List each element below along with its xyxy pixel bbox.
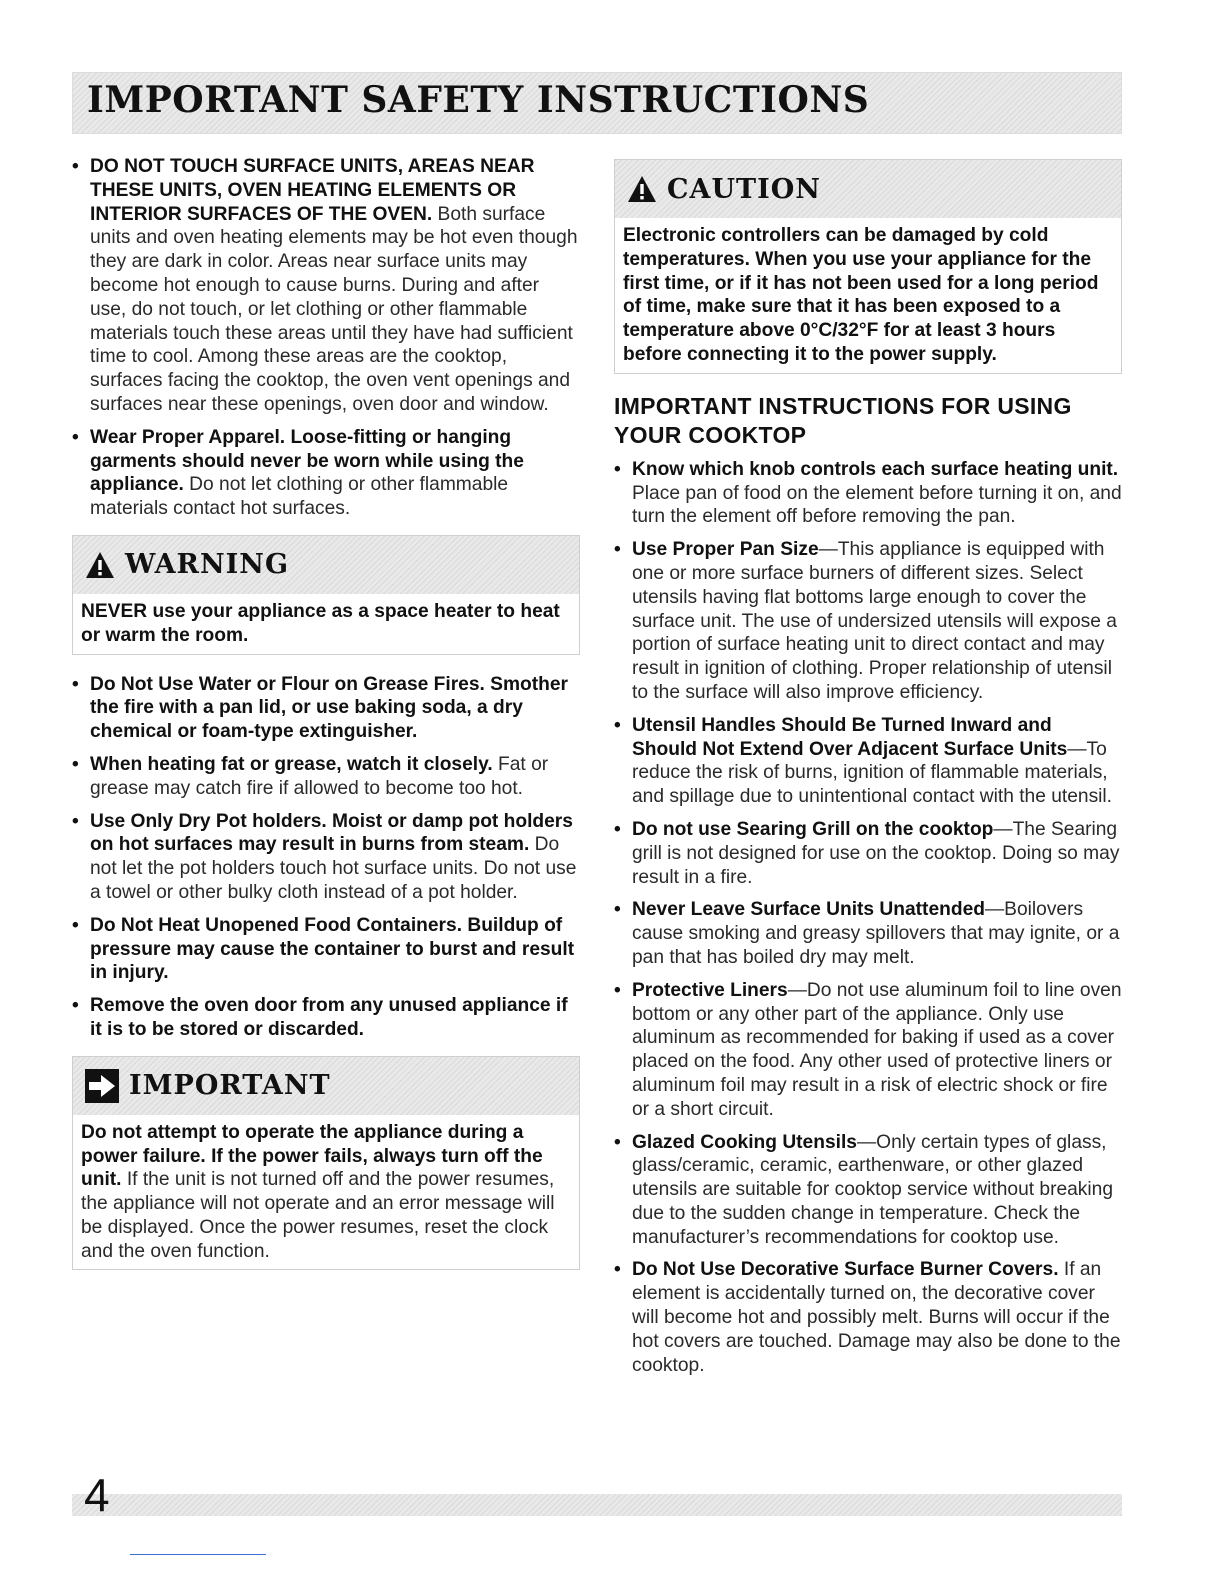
list-item bbox=[72, 810, 580, 905]
bullet-icon: • bbox=[614, 979, 621, 1001]
bullet-icon: • bbox=[72, 914, 79, 936]
item-text: —The Searing grill is not designed for use on the cooktop. Doing so may result in a fire. bbox=[632, 818, 1120, 888]
page-title: IMPORTANT SAFETY INSTRUCTIONS bbox=[87, 79, 870, 121]
item-heading: Do Not Use Decorative Surface Burner Covers. bbox=[632, 1259, 1059, 1281]
item-text: Do not let the pot holders touch hot surface units. Do not use a towel or other bulky cloth instead of a pot holder. bbox=[90, 834, 577, 903]
item-text: Place pan of food on the element before turning it on, and turn the element off before removing the pan. bbox=[632, 482, 1122, 528]
important-text: Do not attempt to operate the appliance during a power failure. If the power fails, always turn off the unit. If the unit is not turned off and the power resumes, the appliance will not operate and an error message will be displayed. Once the power resumes, reset the clock and the oven function. bbox=[81, 1121, 555, 1262]
list-item bbox=[614, 538, 1122, 705]
item-heading: Do not use Searing Grill on the cooktop bbox=[632, 818, 994, 840]
item-text: —Do not use aluminum foil to line oven bottom or any other part of the appliance. Only use aluminum as recommended for baking if used as a cover placed on the food. Any other used of protective liners or aluminum foil may result in a risk of electric shock or fire or a short circuit. bbox=[632, 979, 1122, 1120]
item-heading: Remove the oven door from any unused appliance if it is to be stored or discarded. bbox=[90, 995, 568, 1040]
item-heading: Do Not Heat Unopened Food Containers. Buildup of pressure may cause the container to burst and result in injury. bbox=[90, 914, 575, 984]
item-heading: Do Not Use Water or Flour on Grease Fires. Smother the fire with a pan lid, or use baking soda, a dry chemical or foam-type extinguisher. bbox=[90, 673, 569, 743]
bullet-icon: • bbox=[614, 899, 621, 921]
item-heading: Glazed Cooking Utensils bbox=[632, 1131, 857, 1153]
footer-rule bbox=[130, 1554, 266, 1555]
bullet-icon: • bbox=[614, 818, 621, 840]
list-item bbox=[614, 714, 1122, 809]
bullet-icon: • bbox=[614, 1131, 621, 1153]
item-heading: Utensil Handles Should Be Turned Inward and Should Not Extend Over Adjacent Surface Units bbox=[632, 714, 1068, 760]
item-text: If an element is accidentally turned on, the decorative cover will become hot and possibly melt. Burns will occur if the hot covers are touched. Damage may also be done to the cooktop. bbox=[632, 1259, 1121, 1376]
item-text: Fat or grease may catch fire if allowed to become too hot. bbox=[90, 753, 549, 799]
bullet-icon: • bbox=[72, 426, 79, 448]
list-item bbox=[72, 914, 580, 985]
footer-band bbox=[72, 1494, 1122, 1516]
item-heading: Know which knob controls each surface heating unit. bbox=[632, 458, 1119, 480]
warning-box bbox=[72, 535, 580, 655]
page-number: 4 bbox=[84, 1469, 110, 1521]
important-band bbox=[73, 1057, 579, 1115]
bullet-icon: • bbox=[72, 995, 79, 1017]
list-item bbox=[614, 818, 1122, 889]
item-text: —Only certain types of glass, glass/ceramic, ceramic, earthenware, or other glazed utensils are suitable for cooktop service without breaking due to the sudden change in temperature. Check the manufacturer’s recommendations for cooktop use. bbox=[632, 1131, 1114, 1248]
list-item bbox=[614, 1258, 1122, 1377]
item-text: —This appliance is equipped with one or more surface burners of different sizes. Select utensils having flat bottoms large enough to cover the surface unit. The use of undersized utensils will expose a portion of surface heating unit to direct contact and may result in ignition of clothing. Proper relationship of utensil to the surface will also improve efficiency. bbox=[632, 539, 1117, 703]
arrow-right-icon bbox=[85, 1069, 119, 1103]
warning-band bbox=[73, 536, 579, 594]
item-heading: Wear Proper Apparel. Loose-fitting or hanging garments should never be worn while using the appliance. bbox=[90, 426, 524, 496]
item-heading: Protective Liners bbox=[632, 979, 788, 1001]
bullet-icon: • bbox=[614, 458, 621, 480]
bullet-icon: • bbox=[614, 539, 621, 561]
warning-triangle-icon bbox=[627, 175, 657, 203]
list-item bbox=[72, 994, 580, 1042]
item-text: Do not let clothing or other flammable materials contact hot surfaces. bbox=[90, 474, 509, 520]
list-item bbox=[72, 753, 580, 801]
item-text: Both surface units and oven heating elements may be hot even though they are dark in color. Areas near surface units may become hot enough to cause burns. During and after use, do not touch, or let clothing or other flammable materials touch these areas until they have had sufficient time to cool. Among these areas are the cooktop, surfaces facing the cooktop, the oven vent openings and surfaces near these openings, oven door and window. bbox=[90, 203, 578, 415]
list-item bbox=[72, 426, 580, 521]
caution-text: Electronic controllers can be damaged by cold temperatures. When you use your appliance for the first time, or if it has not been used for a long period of time, make sure that it has been exposed to a temperature above 0°C/32°F for at least 3 hours before connecting it to the power supply. bbox=[623, 225, 1099, 365]
bullet-icon: • bbox=[614, 1259, 621, 1281]
list-item bbox=[72, 673, 580, 744]
left-column bbox=[72, 155, 580, 1288]
bullet-icon: • bbox=[72, 156, 79, 177]
warning-label: WARNING bbox=[125, 549, 290, 581]
item-heading: Use Proper Pan Size bbox=[632, 539, 819, 561]
bullet-icon: • bbox=[614, 714, 621, 736]
important-label: IMPORTANT bbox=[129, 1070, 331, 1102]
list-item bbox=[614, 458, 1122, 529]
caution-label: CAUTION bbox=[667, 173, 821, 205]
caution-box bbox=[614, 159, 1122, 374]
bullet-icon: • bbox=[72, 810, 79, 832]
item-heading: Never Leave Surface Units Unattended bbox=[632, 899, 985, 921]
list-item bbox=[614, 898, 1122, 969]
caution-band bbox=[615, 160, 1121, 218]
item-heading: Use Only Dry Pot holders. Moist or damp pot holders on hot surfaces may result in burns from steam. bbox=[90, 810, 573, 856]
warning-triangle-icon bbox=[85, 551, 115, 579]
list-item bbox=[72, 155, 580, 417]
item-text: —To reduce the risk of burns, ignition of flammable materials, and spillage due to unintentional contact with the utensil. bbox=[632, 738, 1113, 808]
list-item bbox=[614, 979, 1122, 1122]
header-band bbox=[72, 72, 1122, 134]
section-heading: IMPORTANT INSTRUCTIONS FOR USING YOUR COOKTOP bbox=[614, 392, 1072, 448]
bullet-icon: • bbox=[72, 673, 79, 695]
item-heading: DO NOT TOUCH SURFACE UNITS, AREAS NEAR THESE UNITS, OVEN HEATING ELEMENTS OR INTERIOR SURFACES OF THE OVEN. bbox=[90, 156, 535, 225]
important-box bbox=[72, 1056, 580, 1271]
bullet-icon: • bbox=[72, 753, 79, 775]
item-heading: When heating fat or grease, watch it closely. bbox=[90, 753, 493, 775]
list-item bbox=[614, 1131, 1122, 1250]
warning-text: NEVER use your appliance as a space heater to heat or warm the room. bbox=[81, 600, 560, 646]
right-column bbox=[614, 155, 1122, 1386]
item-text: —Boilovers cause smoking and greasy spillovers that may ignite, or a pan that has boiled dry may melt. bbox=[632, 899, 1120, 968]
